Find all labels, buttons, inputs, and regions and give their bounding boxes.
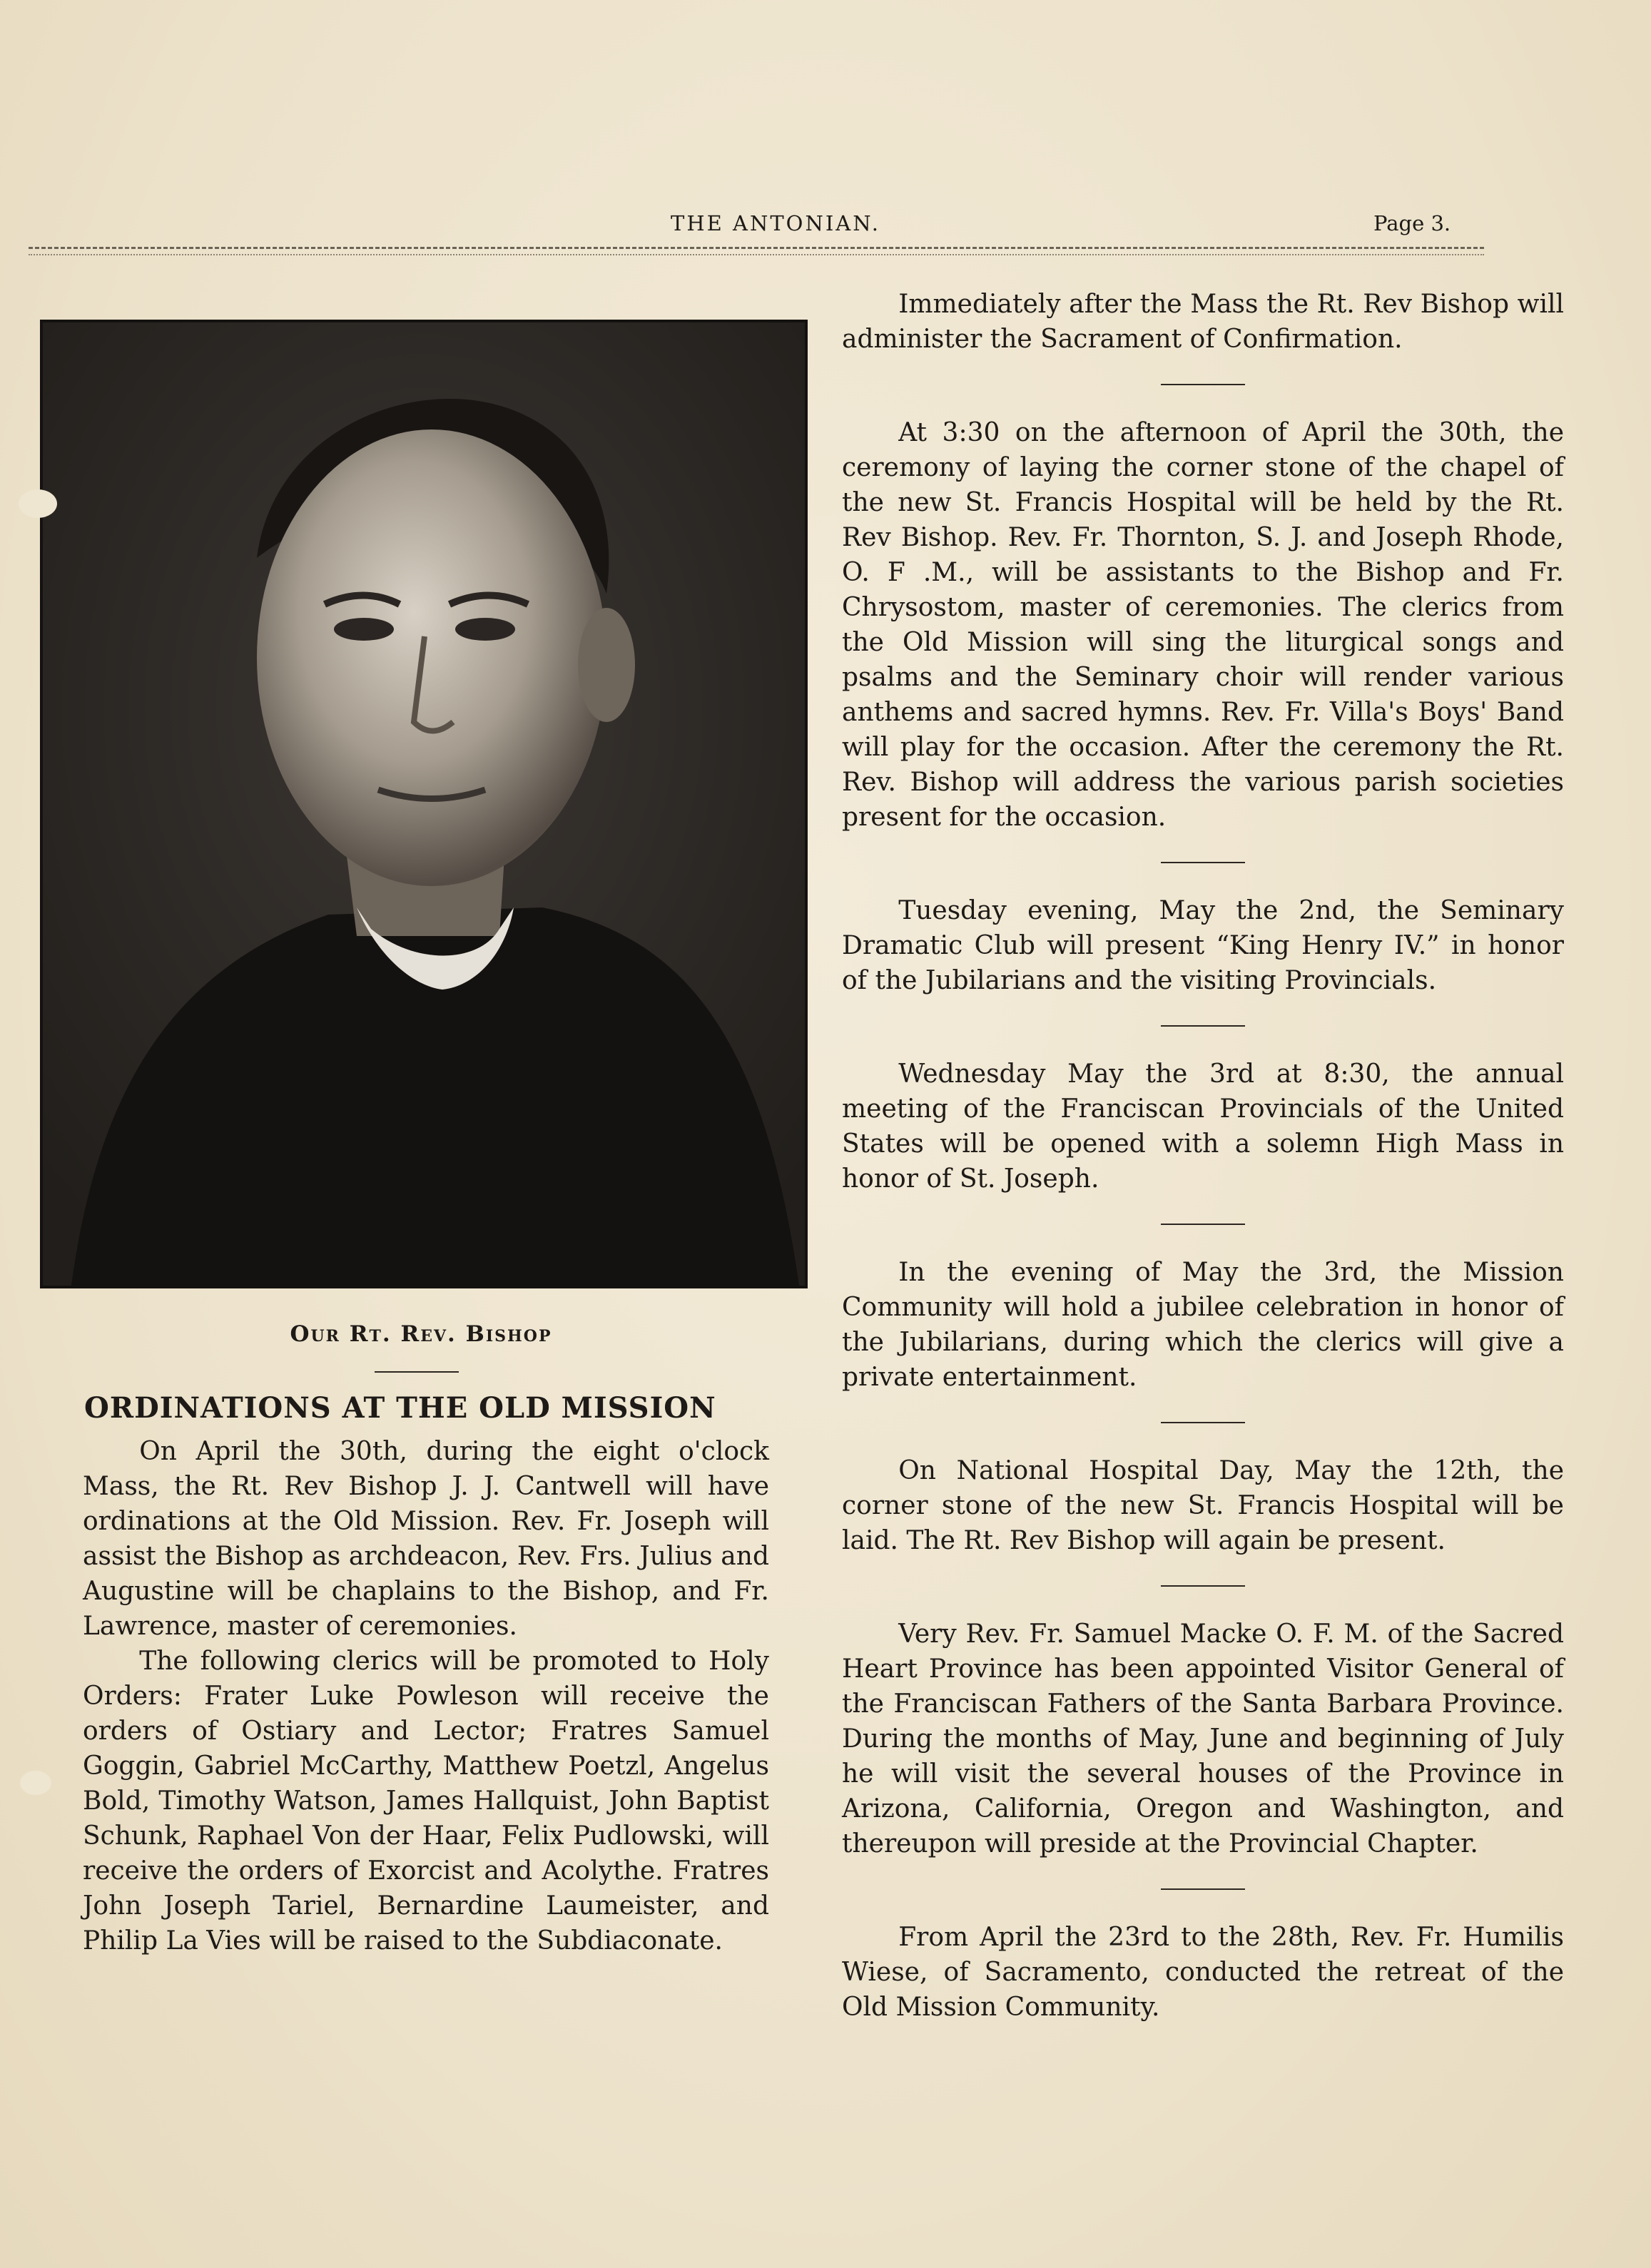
notice-paragraph: On National Hospital Day, May the 12th, the corner stone of the new St. Francis Hospital will be laid. The Rt. Rev Bishop will again be present. (842, 1456, 1564, 1555)
photo-caption: Our Rt. Rev. Bishop (290, 1321, 552, 1347)
notice-divider (1161, 862, 1245, 863)
header-rule-secondary (29, 254, 1484, 257)
portrait-illustration (43, 322, 805, 1286)
notice-paragraph: From April the 23rd to the 28th, Rev. Fr. Humilis Wiese, of Sacramento, conducted the retreat of the Old Mission Community. (842, 1923, 1564, 2022)
article-headline: ORDINATIONS AT THE OLD MISSION (84, 1391, 716, 1425)
article-paragraph: The following clerics will be promoted to Holy Orders: Frater Luke Powleson will receive the orders of Ostiary and Lector; Fratres Samuel Goggin, Gabriel McCarthy, Matthew Poetzl, Angelus Bold, Timothy Watson, James Hallquist, John Baptist Schunk, Raphael Von der Haar, Felix Pudlowski, will receive the orders of Exorcist and Acolythe. Fratres John Joseph Tariel, Bernardine Laumeister, and Philip La Vies will be raised to the Subdiaconate. (83, 1647, 769, 1956)
notice-paragraph: At 3:30 on the afternoon of April the 30th, the ceremony of laying the corner stone of the chapel of the new St. Francis Hospital will be held by the Rt. Rev Bishop. Rev. Fr. Thornton, S. J. and Joseph Rhode, O. F .M., will be assistants to the Bishop and Fr. Chrysostom, master of ceremonies. The clerics from the Old Mission will sing the liturgical songs and psalms and the Seminary choir will render various anthems and sacred hymns. Rev. Fr. Villa's Boys' Band will play for the occasion. After the ceremony the Rt. Rev. Bishop will address the various parish societies present for the occasion. (842, 418, 1564, 832)
notice-paragraph: Immediately after the Mass the Rt. Rev Bishop will administer the Sacrament of Confirmation. (842, 290, 1564, 354)
notice-divider (1161, 1422, 1245, 1423)
notice-divider (1161, 1585, 1245, 1587)
article-paragraph: On April the 30th, during the eight o'clock Mass, the Rt. Rev Bishop J. J. Cantwell will have ordinations at the Old Mission. Rev. Fr. Joseph will assist the Bishop as archdeacon, Rev. Frs. Julius and Augustine will be chaplains to the Bishop, and Fr. Lawrence, master of ceremonies. (83, 1437, 769, 1641)
notice-divider (1161, 1888, 1245, 1890)
header-rule (29, 247, 1484, 251)
notice-paragraph: In the evening of May the 3rd, the Mission Community will hold a jubilee celebration in honor of the Jubilarians, during which the clerics will give a private entertainment. (842, 1258, 1564, 1392)
caption-divider (375, 1371, 459, 1373)
notice-divider (1161, 1224, 1245, 1225)
right-column-notices (842, 287, 1564, 2025)
bishop-portrait-photo (40, 320, 808, 1288)
binding-hole (20, 1771, 51, 1795)
page-number: Page 3. (1373, 211, 1451, 235)
left-column-article (83, 1434, 769, 1958)
binding-hole (19, 489, 57, 518)
notice-divider (1161, 384, 1245, 385)
masthead-title: THE ANTONIAN. (671, 211, 880, 235)
notice-paragraph: Wednesday May the 3rd at 8:30, the annual meeting of the Franciscan Provincials of the United States will be opened with a solemn High Mass in honor of St. Joseph. (842, 1059, 1564, 1194)
notice-divider (1161, 1025, 1245, 1027)
notice-paragraph: Very Rev. Fr. Samuel Macke O. F. M. of the Sacred Heart Province has been appointed Visitor General of the Franciscan Fathers of the Santa Barbara Province. During the months of May, June and beginning of July he will visit the several houses of the Province in Arizona, California, Oregon and Washington, and thereupon will preside at the Provincial Chapter. (842, 1619, 1564, 1858)
notice-paragraph: Tuesday evening, May the 2nd, the Seminary Dramatic Club will present “King Henry IV.” in honor of the Jubilarians and the visiting Provincials. (842, 896, 1564, 995)
